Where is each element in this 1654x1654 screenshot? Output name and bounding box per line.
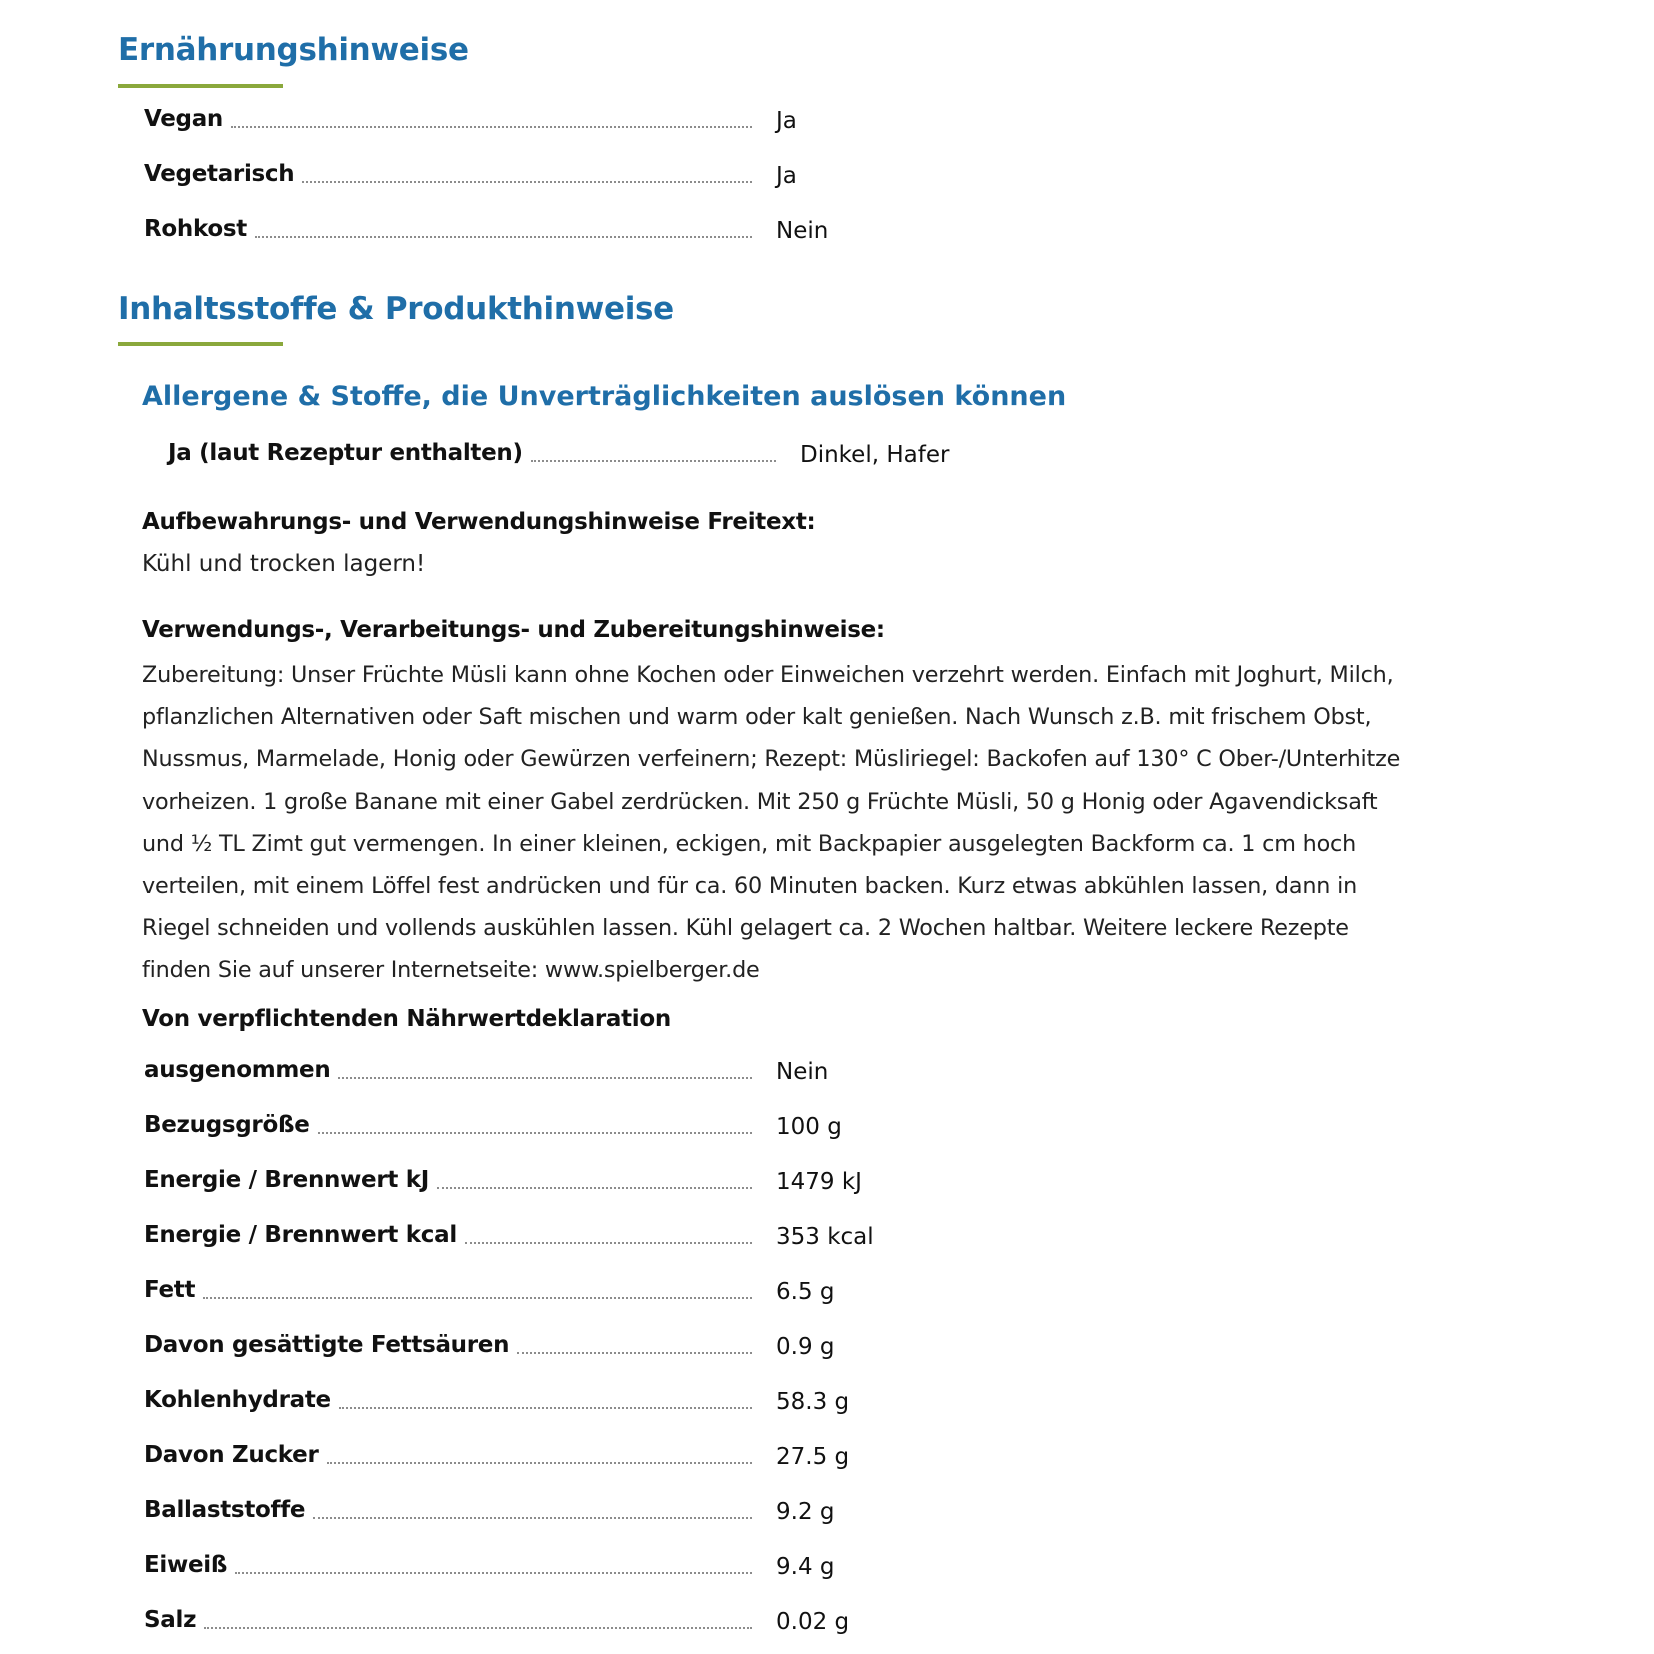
nutrition-row-energy-kj	[144, 1161, 862, 1201]
row-value: 0.02 g	[776, 1609, 850, 1635]
row-value: 9.2 g	[776, 1499, 835, 1525]
row-label: Kohlenhydrate	[144, 1387, 331, 1413]
dot-leader	[517, 1352, 752, 1354]
nutrition-row-salt	[144, 1601, 850, 1641]
dot-leader	[235, 1572, 752, 1574]
title-underline	[118, 342, 283, 346]
usage-text: Zubereitung: Unser Früchte Müsli kann ohne Kochen oder Einweichen verzehrt werden. Einfach mit Joghurt, Milch, pflanzlichen Alternativen oder Saft mischen und warm oder kalt genießen. Nach Wunsch z.B. mit frischem Obst, Nussmus, Marmelade, Honig oder Gewürzen verfeinern; Rezept: Müsliriegel: Backofen auf 130° C Ober-/Unterhitze vorheizen. 1 große Banane mit einer Gabel zerdrücken. Mit 250 g Früchte Müsli, 50 g Honig oder Agavendicksaft und ½ TL Zimt gut vermengen. In einer kleinen, eckigen, mit Backpapier ausgelegten Backform ca. 1 cm hoch verteilen, mit einem Löffel fest andrücken und für ca. 60 Minuten backen. Kurz etwas abkühlen lassen, dann in Riegel schneiden und vollends auskühlen lassen. Kühl gelagert ca. 2 Wochen haltbar. Weitere leckere Rezepte finden Sie auf unserer Internetseite: www.spielberger.de	[142, 662, 1401, 984]
dot-leader	[255, 236, 752, 238]
row-value: 0.9 g	[776, 1334, 835, 1360]
nutrition-row-reference-size	[144, 1106, 842, 1146]
dot-leader	[339, 1407, 752, 1409]
row-label: Davon Zucker	[144, 1442, 319, 1468]
exempt-heading: Von verpflichtenden Nährwertdeklaration	[142, 1006, 671, 1032]
row-label: Vegetarisch	[144, 161, 295, 187]
nutrition-row-protein	[144, 1546, 835, 1586]
dot-leader	[465, 1242, 752, 1244]
row-label: Fett	[144, 1277, 196, 1303]
nutrition-row-fiber	[144, 1491, 835, 1531]
row-label: Vegan	[144, 106, 224, 132]
dot-leader	[338, 1077, 752, 1079]
dot-leader	[302, 181, 752, 183]
storage-text: Kühl und trocken lagern!	[142, 551, 426, 577]
row-label: Energie / Brennwert kcal	[144, 1222, 457, 1248]
row-value: 6.5 g	[776, 1279, 835, 1305]
info-row-allergens	[168, 434, 950, 474]
info-row-raw-food	[144, 210, 829, 250]
row-value: Dinkel, Hafer	[800, 442, 950, 468]
row-value: Ja	[776, 108, 797, 134]
dot-leader	[313, 1517, 752, 1519]
nutrition-row-sugar	[144, 1436, 850, 1476]
row-label: Eiweiß	[144, 1552, 228, 1578]
dot-leader	[231, 126, 752, 128]
dot-leader	[531, 460, 776, 462]
row-value: 27.5 g	[776, 1444, 850, 1470]
row-value: 9.4 g	[776, 1554, 835, 1580]
dot-leader	[327, 1462, 753, 1464]
row-value: 100 g	[776, 1114, 842, 1140]
row-value: Nein	[776, 1059, 829, 1085]
row-value: Ja	[776, 163, 797, 189]
row-value: 58.3 g	[776, 1389, 850, 1415]
row-label: ausgenommen	[144, 1057, 331, 1083]
row-label: Davon gesättigte Fettsäuren	[144, 1332, 510, 1358]
row-label: Salz	[144, 1607, 197, 1633]
nutrition-row-exempt	[144, 1051, 829, 1091]
info-row-vegetarian	[144, 155, 797, 195]
section-title-ingredients: Inhaltsstoffe & Produkthinweise	[118, 291, 674, 327]
nutrition-row-carbohydrates	[144, 1381, 850, 1421]
nutrition-row-energy-kcal	[144, 1216, 874, 1256]
row-label: Rohkost	[144, 216, 247, 242]
nutrition-row-saturated-fat	[144, 1326, 835, 1366]
nutrition-row-fat	[144, 1271, 835, 1311]
dot-leader	[318, 1132, 753, 1134]
row-value: 1479 kJ	[776, 1169, 862, 1195]
row-label: Bezugsgröße	[144, 1112, 310, 1138]
row-label: Ja (laut Rezeptur enthalten)	[168, 440, 523, 466]
dot-leader	[437, 1187, 752, 1189]
storage-label: Aufbewahrungs- und Verwendungshinweise Freitext:	[142, 509, 816, 535]
title-underline	[118, 84, 283, 88]
row-value: Nein	[776, 218, 829, 244]
dot-leader	[204, 1627, 752, 1629]
info-row-vegan	[144, 100, 797, 140]
row-label: Ballaststoffe	[144, 1497, 306, 1523]
row-label: Energie / Brennwert kJ	[144, 1167, 430, 1193]
section-title-nutrition-notes: Ernährungshinweise	[118, 32, 469, 68]
usage-label: Verwendungs-, Verarbeitungs- und Zubereitungshinweise:	[142, 617, 885, 643]
dot-leader	[203, 1297, 752, 1299]
row-value: 353 kcal	[776, 1224, 874, 1250]
subsection-title-allergens: Allergene & Stoffe, die Unverträglichkeiten auslösen können	[142, 381, 1067, 412]
